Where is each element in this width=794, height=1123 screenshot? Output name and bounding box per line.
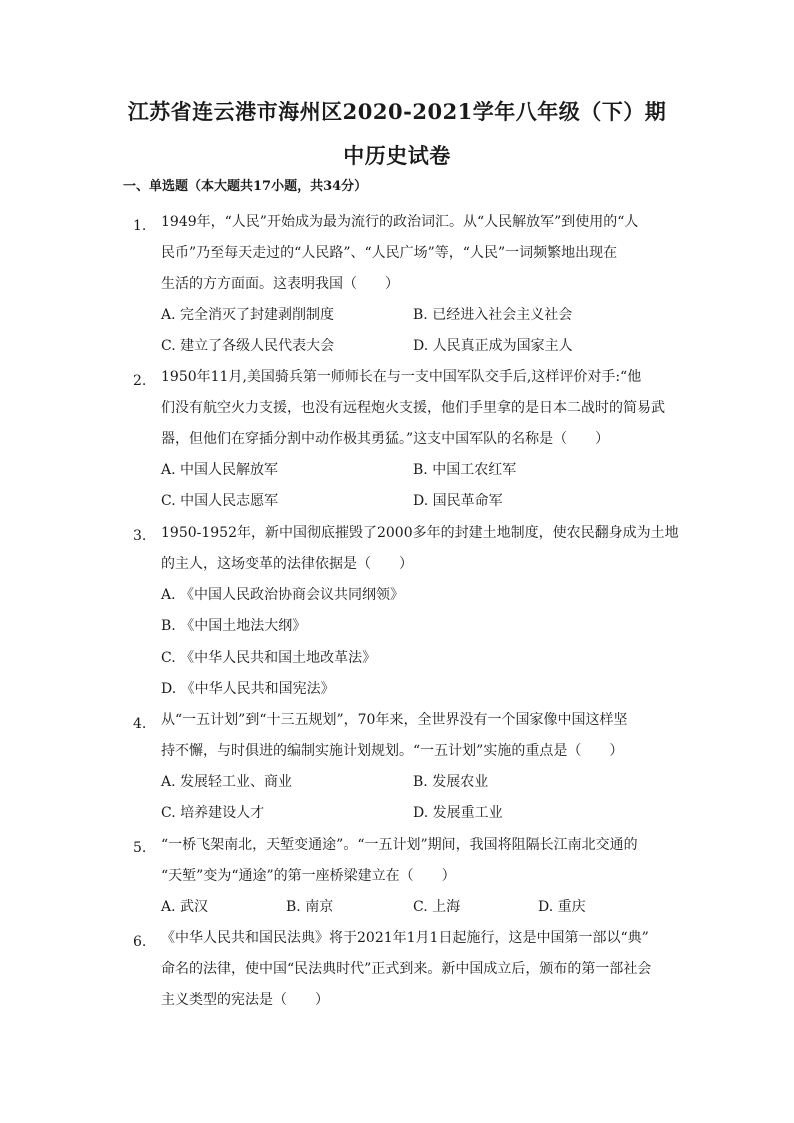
question-text-line: 1950年11月,美国骑兵第一师师长在与一支中国军队交手后,这样评价对手:“他 bbox=[161, 369, 642, 385]
question-text-line: 们没有航空火力支援，也没有远程炮火支援，他们手里拿的是日本二战时的简易武 bbox=[161, 400, 665, 416]
exam-title-line-1: 江苏省连云港市海州区2020-2021学年八年级（下）期 bbox=[127, 99, 667, 124]
question-text-line: 1950-1952年，新中国彻底摧毁了2000多年的封建土地制度，使农民翻身成为土地 bbox=[161, 525, 679, 541]
question-number: 1. bbox=[133, 218, 147, 234]
option-b: B. 已经进入社会主义社会 bbox=[413, 307, 573, 323]
option-d: D. 重庆 bbox=[538, 899, 586, 915]
option-c: C. 建立了各级人民代表大会 bbox=[161, 338, 335, 354]
option-d: D. 国民革命军 bbox=[413, 493, 503, 509]
question-text-line: 主义类型的宪法是（ ） bbox=[161, 992, 329, 1008]
question-text-line: 1949年，“人民”开始成为最为流行的政治词汇。从“人民解放军”到使用的“人 bbox=[161, 214, 639, 230]
question-text-line: 器，但他们在穿插分割中动作极其勇猛。”这支中国军队的名称是（ ） bbox=[161, 431, 610, 447]
option-d: D. 《中华人民共和国宪法》 bbox=[161, 681, 335, 697]
option-a: A. 完全消灭了封建剥削制度 bbox=[161, 307, 335, 323]
question-text-line: 持不懈，与时俱进的编制实施计划规划。“一五计划”实施的重点是（ ） bbox=[161, 743, 624, 759]
question-text-line: 命名的法律，使中国“民法典时代”正式到来。新中国成立后，颁布的第一部社会 bbox=[161, 961, 652, 977]
question-number: 3. bbox=[133, 528, 147, 544]
option-a: A. 武汉 bbox=[161, 899, 209, 915]
exam-title-line-2: 中历史试卷 bbox=[343, 143, 451, 168]
option-c: C. 上海 bbox=[413, 899, 461, 915]
section-heading: 一、单选题（本大题共17小题，共34分） bbox=[123, 179, 368, 194]
option-c: C. 《中华人民共和国土地改革法》 bbox=[161, 650, 377, 666]
question-text-line: “天堑”变为“通途”的第一座桥梁建立在（ ） bbox=[161, 868, 456, 884]
option-b: B. 发展农业 bbox=[413, 774, 489, 790]
option-a: A. 发展轻工业、商业 bbox=[161, 774, 293, 790]
question-text-line: 民币”乃至每天走过的“人民路”、“人民广场”等，“人民”一词频繁地出现在 bbox=[161, 245, 618, 261]
question-text-line: 《中华人民共和国民法典》将于2021年1月1日起施行，这是中国第一部以“典” bbox=[161, 930, 649, 946]
option-a: A. 中国人民解放军 bbox=[161, 462, 279, 478]
option-a: A. 《中国人民政治协商会议共同纲领》 bbox=[161, 587, 405, 603]
question-number: 4. bbox=[133, 716, 147, 732]
question-text-line: 生活的方方面面。这表明我国（ ） bbox=[161, 276, 399, 292]
option-b: B. 南京 bbox=[286, 899, 334, 915]
option-d: D. 人民真正成为国家主人 bbox=[413, 338, 573, 354]
question-number: 5. bbox=[133, 840, 147, 856]
option-b: B. 中国工农红军 bbox=[413, 462, 517, 478]
question-text-line: 的主人，这场变革的法律依据是（ ） bbox=[161, 556, 413, 572]
question-text-line: “一桥飞架南北，天堑变通途”。“一五计划”期间，我国将阻隔长江南北交通的 bbox=[161, 837, 638, 853]
question-number: 6. bbox=[133, 934, 147, 950]
option-d: D. 发展重工业 bbox=[413, 805, 503, 821]
option-c: C. 培养建设人才 bbox=[161, 805, 265, 821]
option-c: C. 中国人民志愿军 bbox=[161, 493, 279, 509]
question-text-line: 从“一五计划”到“十三五规划”，70年来，全世界没有一个国家像中国这样坚 bbox=[161, 712, 628, 728]
option-b: B. 《中国土地法大纲》 bbox=[161, 618, 307, 634]
question-number: 2. bbox=[133, 373, 147, 389]
